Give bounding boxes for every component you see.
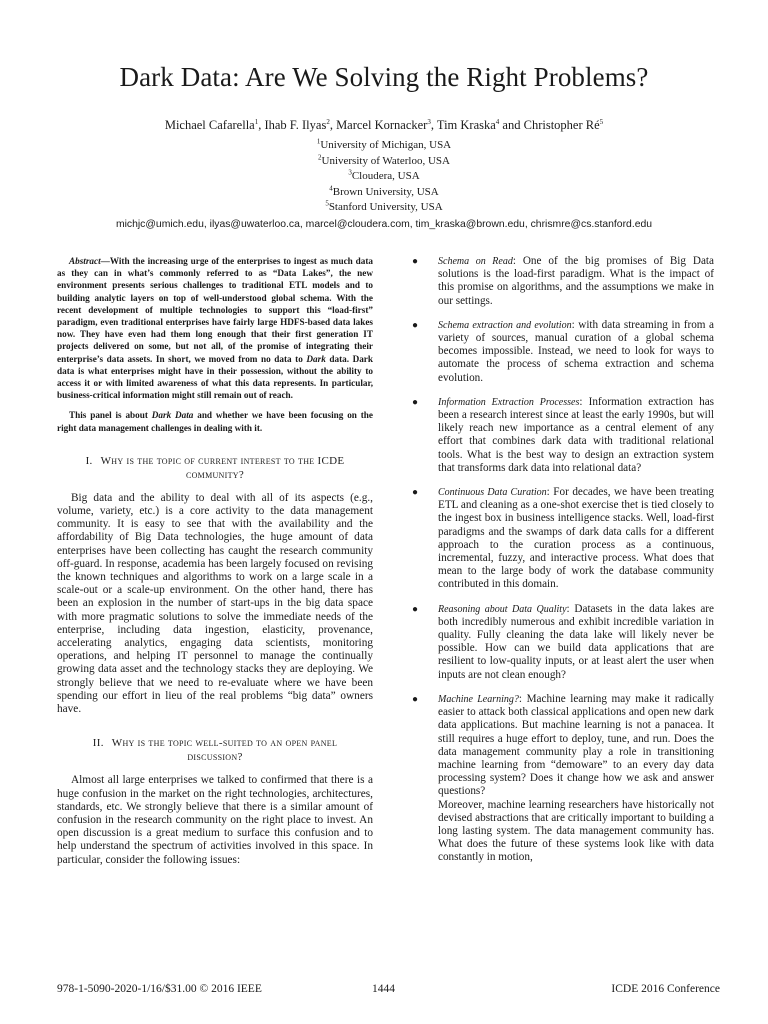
affiliation-mark: 1 [316, 137, 321, 146]
affiliation-list [0, 138, 768, 216]
footer-page-number: 1444 [372, 983, 395, 995]
issue-label: Reasoning about Data Quality [438, 603, 567, 615]
author-affil-mark: 5 [599, 117, 604, 126]
issue-list [404, 255, 714, 865]
bullet-icon: ● [412, 256, 419, 267]
abstract [57, 255, 373, 401]
author-separator: , [329, 118, 337, 132]
author-name: Tim Kraska [436, 118, 496, 132]
author-affil-mark: 1 [254, 117, 259, 126]
section-heading [67, 736, 363, 764]
author-affil-mark: 4 [495, 117, 500, 126]
author-affil-mark: 2 [326, 117, 330, 126]
issue-label: Machine Learning? [438, 693, 519, 705]
abstract-text: With the increasing urge of the enterprises to ingest as much data as they can in what’s commonly referred to as “Data Lakes”, the new environment presents serious challenges to traditional ETL models and to building analytic layers on top of well-understood global schema. With the recent development of multiple technologies to support this “load-first” paradigm, even traditional enterprises have fairly large HDFS-based data lakes now. They have even had them long enough that their first generation IT projects delivered on some, but not all, of the promise of integrating their enterprise’s data assets. In short, we moved from no data to [57, 256, 373, 364]
affiliation [0, 169, 768, 185]
list-item [404, 693, 714, 865]
paper-title: Dark Data: Are We Solving the Right Problems? [119, 62, 649, 92]
issue-text: : One of the big promises of Big Data solutions is the load-first paradigm. What is the impact of this promise on algorithms, and the assumptions we make in our settings. [438, 255, 714, 307]
right-column [404, 255, 714, 876]
affiliation-text: University of Waterloo, USA [321, 154, 450, 167]
abstract-text: data. Dark data is what enterprises might have in their possession, without the ability to access it or with limited awareness of what this data represents. In particular, business-critical information might still remain out of reach. [57, 353, 373, 401]
affiliation-text: Brown University, USA [332, 185, 439, 198]
affiliation [0, 138, 768, 154]
issue-text: : Machine learning may make it radically easier to attack both classical applications and open new dark data applications. But machine learning is not a panacea. It still requires a huge effort to deploy, tune, and run. Does the data management community play a role in transitioning machine learning from “demoware” to an every day data processing system? Does it change how we ask and answer questions? [438, 692, 714, 798]
section-number: I. [85, 454, 93, 467]
bullet-icon: ● [412, 396, 419, 408]
author-affil-mark: 3 [427, 117, 431, 126]
section-title: Why is the topic well-suited to an open panel discussion? [111, 737, 338, 764]
issue-label: Information Extraction Processes [438, 396, 580, 408]
abstract-label: Abstract [69, 256, 101, 266]
affiliation [0, 154, 768, 170]
issue-text: : For decades, we have been treating ETL and cleaning as a one-shot exercise thet is tied closely to the ingest box in business intelligence stacks. Well, load-first paradigms and the swamps of dark data calls for a different approach to the curation process as a continuous, incremental, fuzzy, and interactive process. What does that mean to the large body of work the database community contributed in this domain. [438, 486, 714, 591]
author-separator: , [430, 118, 437, 132]
abstract-panel-note [57, 409, 373, 433]
issue-text: : Information extraction has been a research interest since at least the early 1990s, but will likely reach new importance as a central element of any effort that combines dark data with traditional relational tools. What is the best way to design an extraction system that transforms dark data into relational data? [438, 395, 715, 474]
section-paragraph: Almost all large enterprises we talked to confirmed that there is a huge confusion in the market on the right technologies, architectures, standards, etc. We strongly believe that there is a similar amount of confusion in the research community on the right place to invest. An open discussion is a great medium to surface this confusion and to help understand the spectrum of activities involved in this space. In particular, consider the following issues: [57, 774, 373, 866]
affiliation-text: Cloudera, USA [351, 170, 420, 182]
bullet-icon: ● [412, 487, 419, 499]
section-number: II. [92, 737, 104, 750]
footer-venue: ICDE 2016 Conference [611, 983, 720, 995]
affiliation-mark: 2 [318, 152, 322, 161]
author-name: Christopher Ré [523, 118, 600, 132]
list-item [404, 319, 714, 385]
author-name: Ihab F. Ilyas [264, 118, 327, 132]
affiliation-mark: 4 [329, 183, 333, 192]
abstract-emphasis: Dark [306, 353, 326, 364]
abstract-text: This panel is about [69, 410, 152, 421]
footer-copyright: 978-1-5090-2020-1/16/$31.00 © 2016 IEEE [57, 983, 262, 995]
issue-text: : with data streaming in from a variety of sources, manual curation of a global schema becomes impossible. Instead, we need to look for ways to automate the process of schema extraction and schema evolution. [438, 318, 714, 384]
bullet-icon: ● [412, 693, 419, 705]
affiliation-text: University of Michigan, USA [320, 139, 452, 151]
issue-text: : Datasets in the data lakes are both incredibly numerous and exhibit incredible variation in quality. Fully cleaning the data lake will likely never be possible. How can we build data applications that are resilient to low-quality inputs, or at least alert the user when inputs are not clean enough? [438, 602, 714, 681]
affiliation-mark: 3 [348, 168, 352, 177]
list-item [404, 396, 714, 475]
abstract-emphasis: Dark Data [151, 410, 194, 421]
section-paragraph: Big data and the ability to deal with all of its aspects (e.g., volume, variety, etc.) is a core activity to the data management community. It is easy to see that with the availability and the affordability of Big Data technologies, the huge amount of data enterprises have been collecting has caught the research community off-guard. In response, academia has been largely focused on revising the known techniques and algorithms to work on a large scale in a scale-out or a scale-up environment. On the other hand, there has been an explosion in the number of start-ups in the big data space with more pragmatic solutions to solve the immediate needs of the enterprise, including data ingestion, elasticity, provenance, accelerating analytics, engaging data scientists, monitoring operations, and helping IT personnel to manage the continually growing data asset and the technology stacks they are deploying. We strongly believe that we need to re-evaluate where we have been spending our effort in lieu of the real problems “big data” owners have. [57, 491, 373, 716]
author-separator: , [258, 118, 265, 132]
abstract-dash: — [100, 256, 110, 266]
bullet-icon: ● [412, 603, 419, 615]
bullet-icon: ● [412, 319, 419, 331]
issue-label: Schema on Read [438, 256, 513, 267]
affiliation-text: Stanford University, USA [328, 201, 443, 213]
issue-label: Continuous Data Curation [438, 487, 547, 499]
author-emails: michjc@umich.edu, ilyas@uwaterloo.ca, marcel@cloudera.com, tim_kraska@brown.edu, chrismre@cs.stanford.edu [115, 219, 653, 230]
author-name: Marcel Kornacker [336, 118, 428, 132]
abstract-text: and whether we have been focusing on the right data management challenges in dealing with it. [57, 410, 373, 433]
affiliation [0, 185, 768, 201]
section-title: Why is the topic of current interest to the ICDE community? [100, 454, 345, 481]
list-item [404, 255, 714, 308]
issue-label: Schema extraction and evolution [438, 319, 572, 331]
affiliation-mark: 5 [325, 199, 329, 208]
list-item [404, 486, 714, 592]
section-heading [67, 454, 363, 482]
list-item [404, 603, 714, 682]
affiliation [0, 200, 768, 216]
issue-continuation: Moreover, machine learning researchers have historically not devised abstractions that are critically important to building a long lasting system. The data management community has. What does the future of these systems look like with data constantly in motion, [438, 798, 714, 864]
author-name: Michael Cafarella [164, 118, 255, 132]
left-column [57, 255, 373, 867]
author-list [0, 118, 768, 133]
author-separator: and [499, 118, 524, 132]
